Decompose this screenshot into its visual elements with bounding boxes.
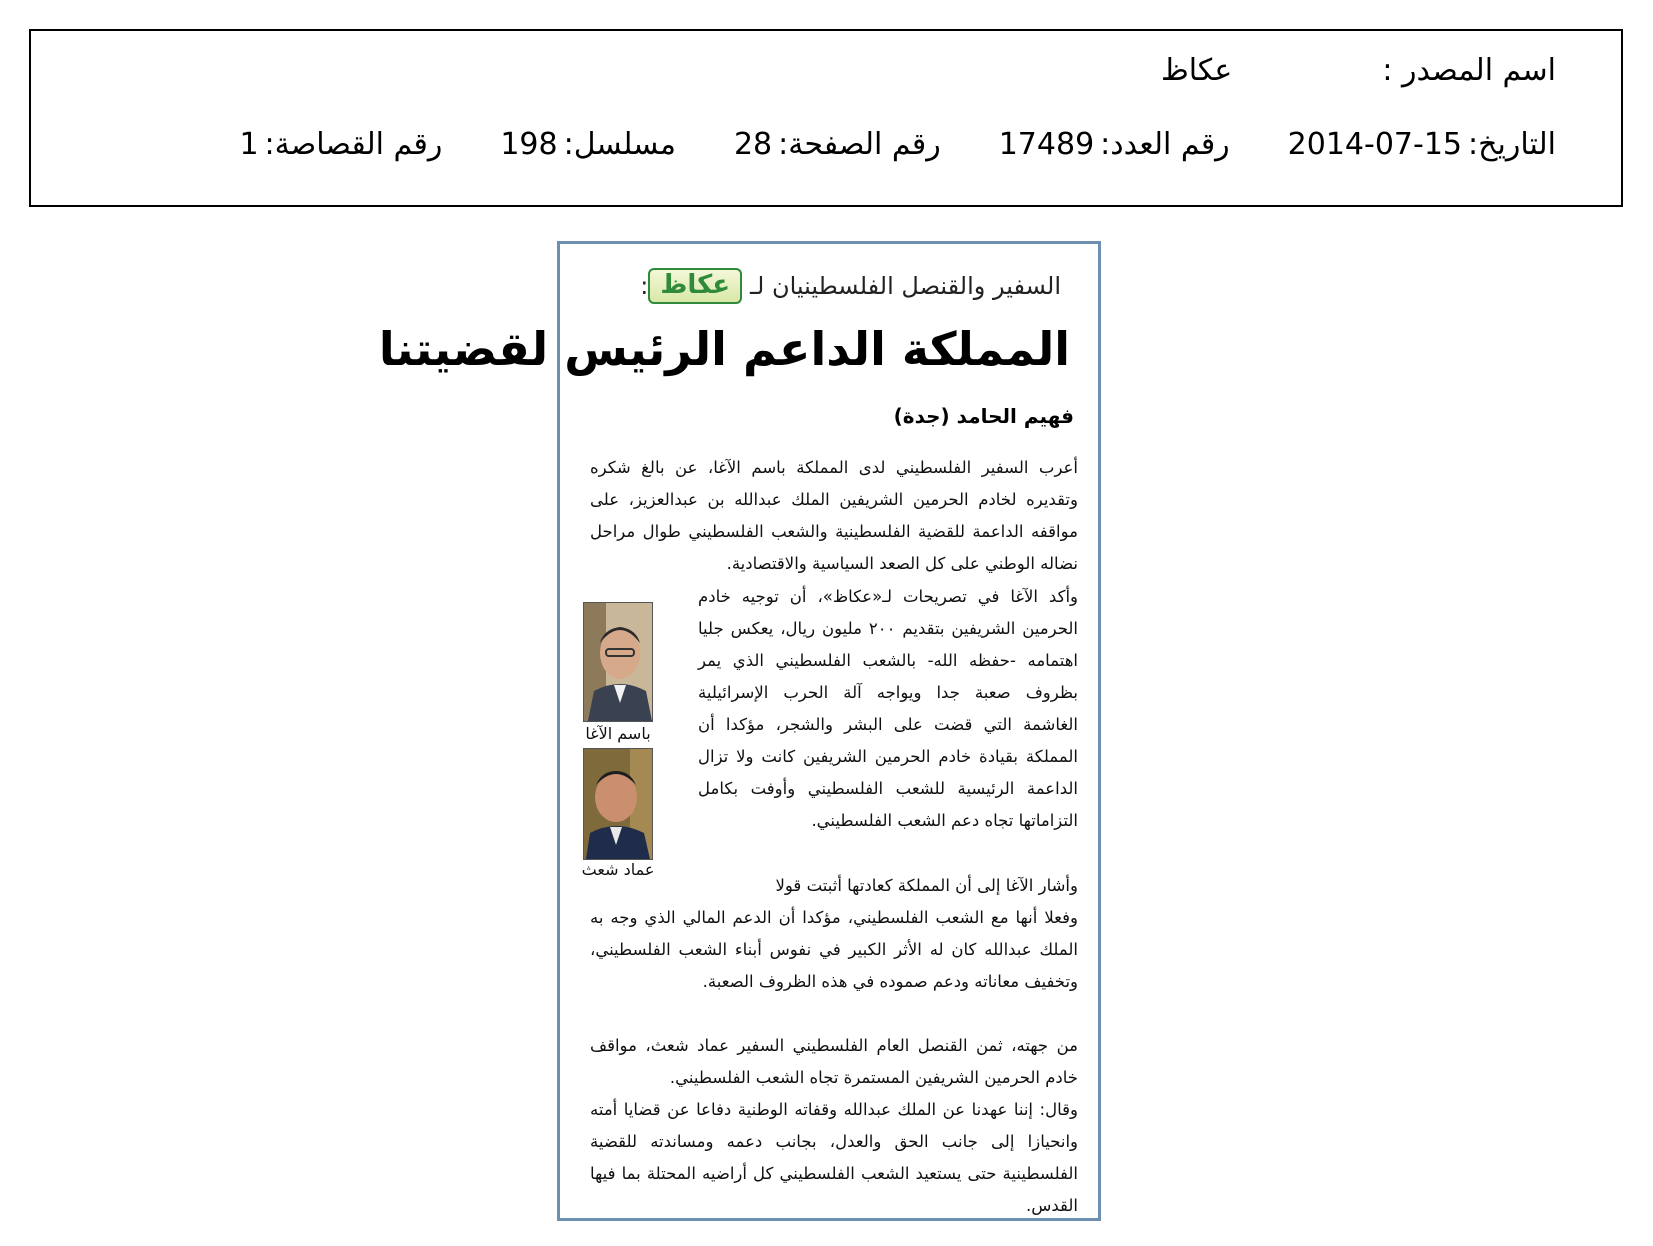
photo-caption-1: باسم الآغا bbox=[585, 724, 651, 743]
newspaper-clipping bbox=[378, 241, 1101, 1221]
portrait-image bbox=[584, 749, 652, 859]
date-label: التاريخ: bbox=[1468, 127, 1556, 162]
date-value: 2014-07-15 bbox=[1287, 127, 1463, 162]
okaz-logo-text: عكاظ bbox=[648, 268, 742, 304]
source-label: اسم المصدر : bbox=[1382, 53, 1556, 88]
clip-number-value: 1 bbox=[239, 127, 259, 162]
okaz-logo bbox=[648, 268, 742, 304]
details-row bbox=[181, 127, 1556, 162]
date-field bbox=[1288, 127, 1556, 162]
paragraph-2: وأكد الآغا في تصريحات لـ«عكاظ»، أن توجيه خادم الحرمين الشريفين بتقديم ٢٠٠ مليون ريال، يعكس جليا اهتمامه -حفظه الله- بالشعب الفلسطيني الذي يمر بظروف صعبة جدا ويواجه آلة الحرب الإسرائيلية الغاشمة التي قضت على البشر والشجر، مؤكدا أن المملكة بقيادة خادم الحرمين الشريفين كانت ولا تزال الداعمة الرئيسية للشعب الفلسطيني وأوفت بكامل التزاماتها تجاه دعم الشعب الفلسطيني. bbox=[698, 587, 1079, 830]
article-headline: المملكة الداعم الرئيس لقضيتنا bbox=[378, 322, 1070, 376]
portrait-image bbox=[584, 603, 652, 721]
serial-field bbox=[500, 127, 676, 162]
kicker-colon: : bbox=[640, 272, 649, 300]
paragraph-1: أعرب السفير الفلسطيني لدى المملكة باسم الآغا، عن بالغ شكره وتقديره لخادم الحرمين الشريفين الملك عبدالله بن عبدالعزيز، على مواقفه الداعمة للقضية الفلسطينية والشعب الفلسطيني طوال مراحل نضاله الوطني على كل الصعد السياسية والاقتصادية. bbox=[590, 458, 1078, 573]
clip-number-field bbox=[239, 127, 442, 162]
issue-label: رقم العدد: bbox=[1100, 127, 1230, 162]
portrait-photo-basem-agha bbox=[583, 602, 653, 722]
page-label: رقم الصفحة: bbox=[778, 127, 941, 162]
page-field bbox=[734, 127, 941, 162]
serial-value: 198 bbox=[500, 127, 558, 162]
article-byline: فهيم الحامد (جدة) bbox=[893, 404, 1074, 428]
serial-label: مسلسل: bbox=[563, 127, 676, 162]
paragraph-5: وقال: إننا عهدنا عن الملك عبدالله وقفاته الوطنية دفاعا عن قضايا أمته وانحيازا إلى جانب الحق والعدل، بجانب دعمه ومساندته للقضية الفلسطينية حتى يستعيد الشعب الفلسطيني كل أراضيه المحتلة بما فيها القدس. bbox=[590, 1100, 1078, 1215]
issue-field bbox=[999, 127, 1230, 162]
article-kicker bbox=[640, 268, 1061, 304]
source-value: عكاظ bbox=[1160, 53, 1233, 88]
photo-caption-2: عماد شعث bbox=[581, 860, 655, 879]
source-row bbox=[1161, 53, 1556, 88]
issue-value: 17489 bbox=[998, 127, 1095, 162]
paragraph-4: من جهته، ثمن القنصل العام الفلسطيني السفير عماد شعث، مواقف خادم الحرمين الشريفين المستمرة تجاه الشعب الفلسطيني. bbox=[590, 1036, 1078, 1087]
clip-number-label: رقم القصاصة: bbox=[264, 127, 443, 162]
page-value: 28 bbox=[733, 127, 773, 162]
kicker-text: السفير والقنصل الفلسطينيان لـ bbox=[749, 272, 1061, 300]
portrait-photo-emad-shaath bbox=[583, 748, 653, 860]
paragraph-3-continued: وفعلا أنها مع الشعب الفلسطيني، مؤكدا أن الدعم المالي الذي وجه به الملك عبدالله كان له الأثر الكبير في نفوس أبناء الشعب الفلسطيني، وتخفيف معاناته ودعم صموده في هذه الظروف الصعبة. bbox=[590, 908, 1078, 991]
clipping-metadata-box bbox=[29, 29, 1623, 207]
paragraph-3-start: وأشار الآغا إلى أن المملكة كعادتها أثبتت قولا bbox=[775, 876, 1078, 895]
